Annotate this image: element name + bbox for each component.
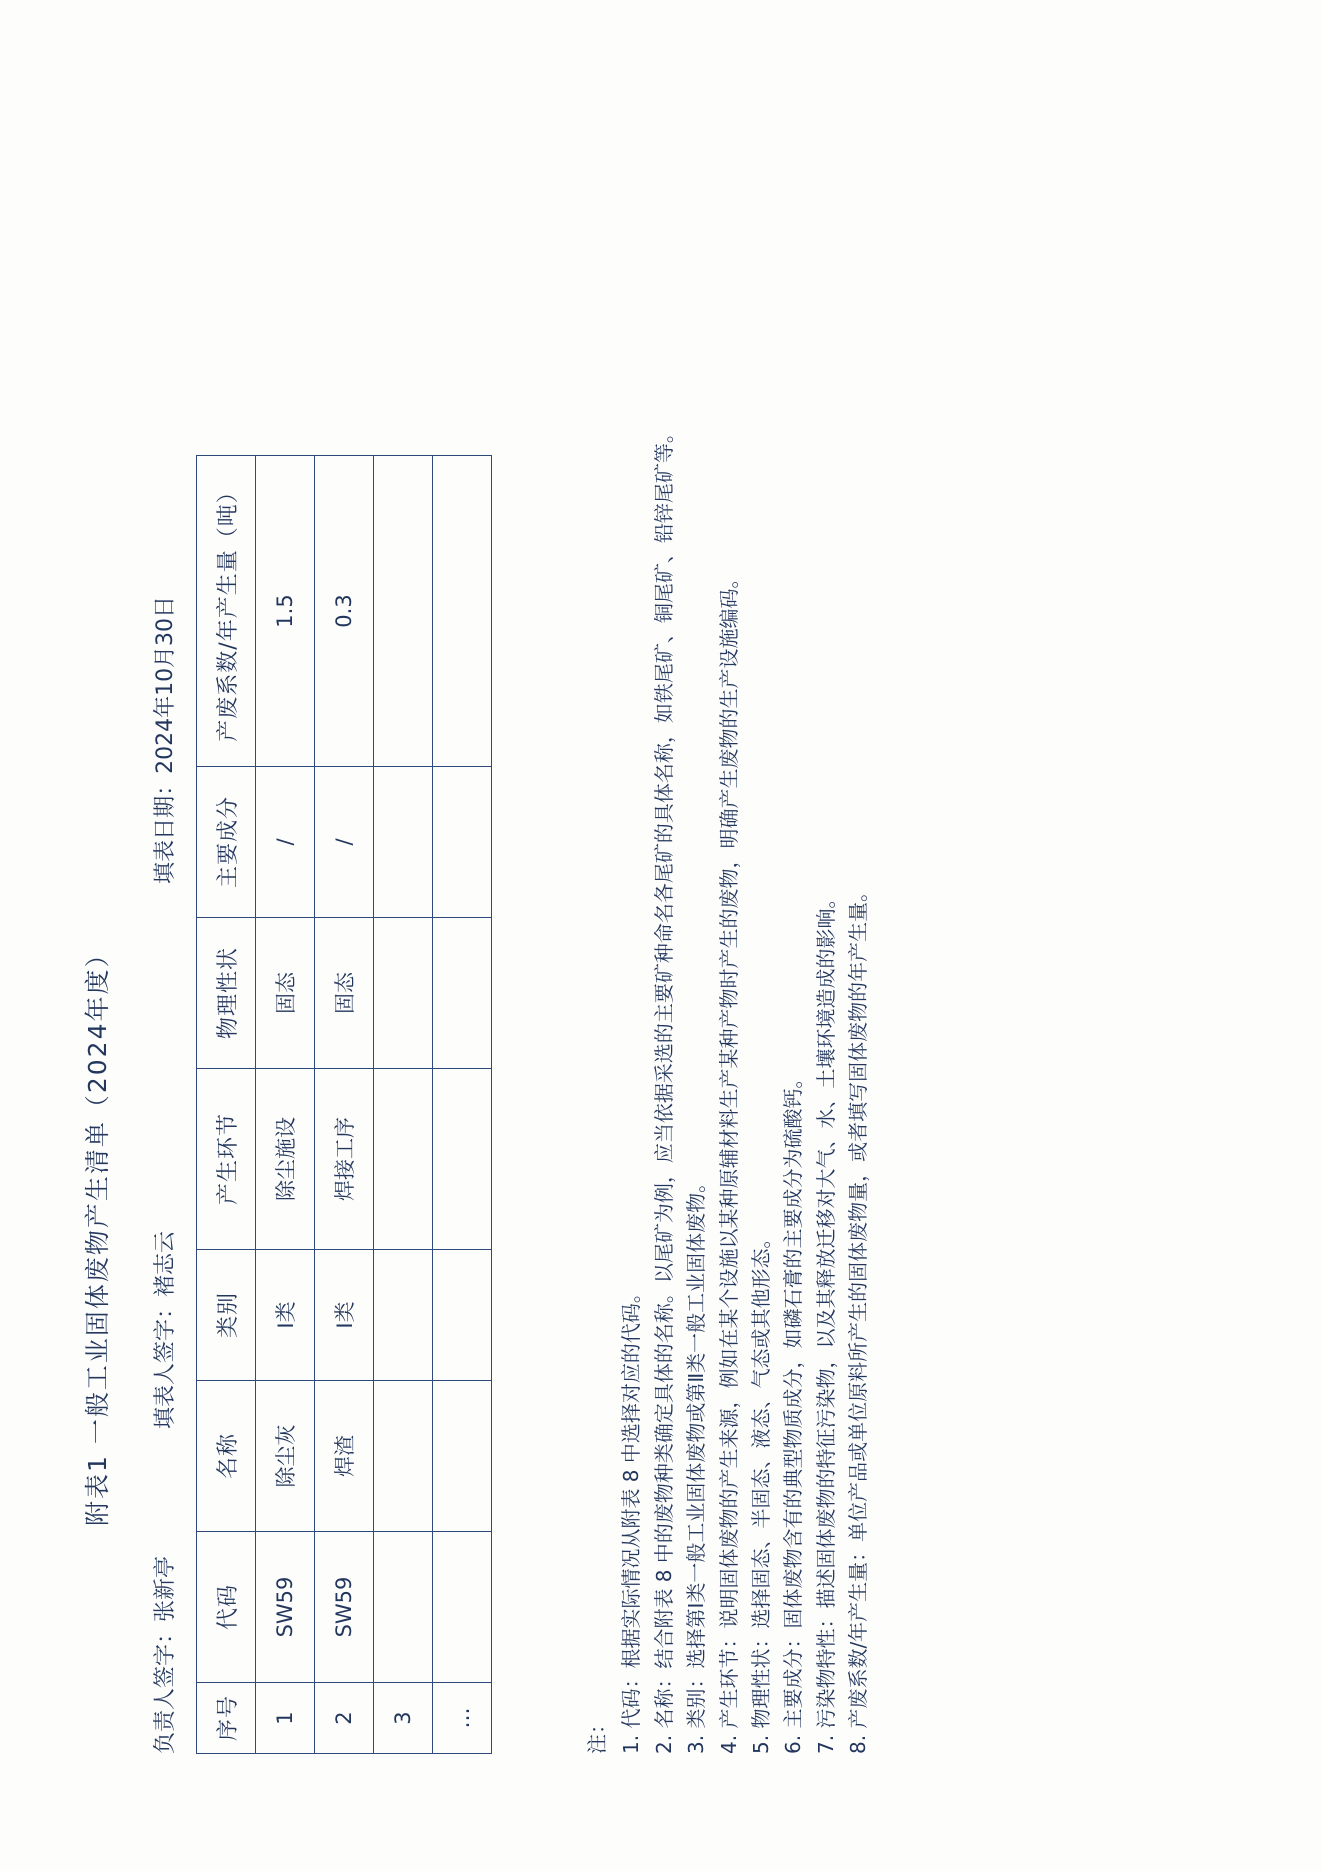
cell-generation-rate: 0.3: [315, 455, 374, 766]
cell-name: [374, 1380, 433, 1531]
cell-code: SW59: [315, 1531, 374, 1682]
responsible-signature: [148, 1555, 179, 1753]
date-label: 填表日期：: [153, 773, 178, 884]
table-header-row: [197, 455, 256, 1753]
rotated-content-wrapper: [36, 46, 1286, 1826]
cell-generation-step: 除尘施设: [256, 1068, 315, 1249]
note-item: 7. 污染物特性：描述固体废物的特征污染物，以及其释放迁移对大气、水、土壤环境造成的影响。: [813, 888, 838, 1754]
cell-seq: 2: [315, 1682, 374, 1753]
cell-physical-state: [374, 917, 433, 1068]
cell-main-composition: /: [256, 766, 315, 917]
document-body: [36, 46, 1286, 1826]
cell-name: 除尘灰: [256, 1380, 315, 1531]
filler-value: 褚志云: [153, 1230, 178, 1297]
header-seq: 序号: [197, 1682, 256, 1753]
cell-main-composition: [374, 766, 433, 917]
cell-seq: 3: [374, 1682, 433, 1753]
cell-physical-state: 固态: [315, 917, 374, 1068]
header-category: 类别: [197, 1249, 256, 1380]
note-item: 6. 主要成分：固体废物含有的典型物质成分，如磷石膏的主要成分为硫酸钙。: [781, 1068, 806, 1754]
cell-name: 焊渣: [315, 1380, 374, 1531]
cell-category: [374, 1249, 433, 1380]
cell-category: Ⅰ类: [315, 1249, 374, 1380]
note-item: 4. 产生环节：说明固体废物的产生来源，例如在某个设施以某种原辅材料生产某种产物时产生的废物，明确产生废物的生产设施编码。: [716, 568, 741, 1754]
responsible-label: 负责人签字：: [153, 1621, 178, 1754]
cell-name: [433, 1380, 492, 1531]
cell-code: SW59: [256, 1531, 315, 1682]
table-row: [315, 455, 374, 1753]
header-generation-step: 产生环节: [197, 1068, 256, 1249]
cell-generation-rate: 1.5: [256, 455, 315, 766]
table-header: [197, 455, 256, 1753]
cell-generation-step: 焊接工序: [315, 1068, 374, 1249]
table-row: [256, 455, 315, 1753]
notes-section: [581, 114, 875, 1754]
date-value: 2024年10月30日: [153, 595, 178, 774]
page-title: 附表1 一般工业固体废物产生清单（2024年度）: [83, 940, 112, 1526]
cell-physical-state: [433, 917, 492, 1068]
notes-heading: 注：: [585, 1713, 609, 1754]
header-code: 代码: [197, 1531, 256, 1682]
table-body: [256, 455, 492, 1753]
cell-physical-state: 固态: [256, 917, 315, 1068]
table-row: [433, 455, 492, 1753]
cell-code: [433, 1531, 492, 1682]
cell-category: [433, 1249, 492, 1380]
note-item: 1. 代码：根据实际情况从附表 8 中选择对应的代码。: [619, 1282, 644, 1754]
fill-date: [148, 595, 179, 883]
note-item: 5. 物理性状：选择固态、半固态、液态、气态或其他形态。: [748, 1228, 773, 1754]
signature-row: [148, 154, 179, 1754]
note-item: 3. 类别：选择第Ⅰ类一般工业固体废物或第Ⅱ类一般工业固体废物。: [684, 1172, 709, 1754]
header-name: 名称: [197, 1380, 256, 1531]
header-generation-rate: 产废系数/年产生量（吨）: [197, 455, 256, 766]
cell-seq: …: [433, 1682, 492, 1753]
cell-generation-step: [433, 1068, 492, 1249]
header-main-composition: 主要成分: [197, 766, 256, 917]
note-item: 2. 名称：结合附表 8 中的废物种类确定具体的名称。以尾矿为例，应当依据采选的主要矿种命名各尾矿的具体名称，如铁尾矿、铜尾矿、铅锌尾矿等。: [651, 422, 676, 1754]
cell-generation-rate: [433, 455, 492, 766]
filler-signature: [148, 1230, 179, 1428]
table-row: [374, 455, 433, 1753]
cell-main-composition: /: [315, 766, 374, 917]
filler-label: 填表人签字：: [153, 1296, 178, 1429]
cell-main-composition: [433, 766, 492, 917]
responsible-value: 张新亭: [153, 1555, 178, 1622]
header-physical-state: 物理性状: [197, 917, 256, 1068]
solid-waste-table: [196, 455, 492, 1754]
cell-category: Ⅰ类: [256, 1249, 315, 1380]
cell-generation-rate: [374, 455, 433, 766]
cell-generation-step: [374, 1068, 433, 1249]
cell-code: [374, 1531, 433, 1682]
cell-seq: 1: [256, 1682, 315, 1753]
note-item: 8. 产废系数/年产生量：单位产品或单位原料所产生的固体废物量，或者填写固体废物的年产生量。: [846, 881, 871, 1754]
